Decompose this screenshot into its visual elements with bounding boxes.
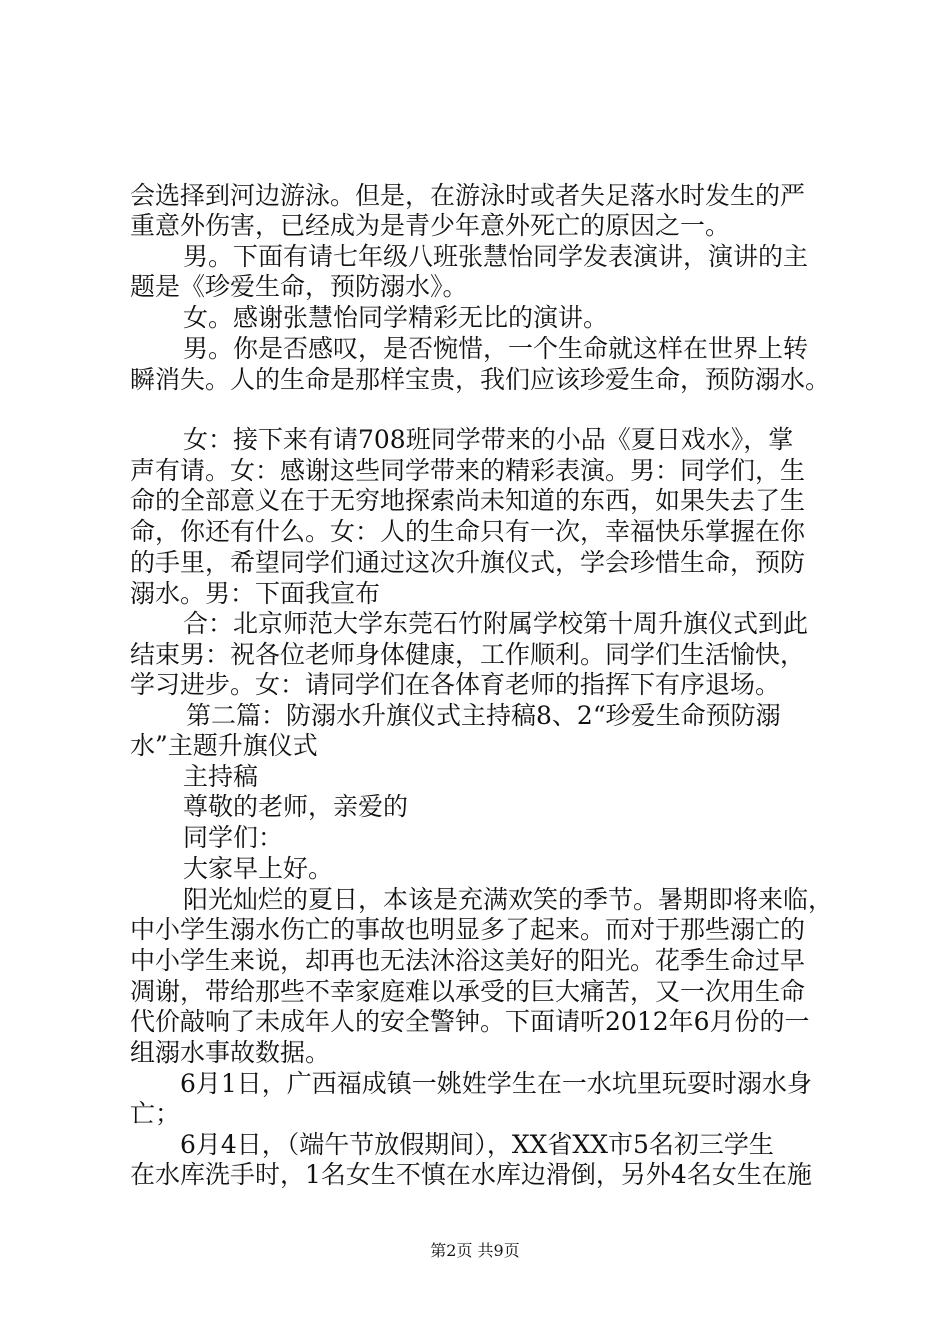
text-line: 水”主题升旗仪式	[130, 731, 318, 760]
text-line: 第二篇：防溺水升旗仪式主持稿8、2“珍爱生命预防溺	[186, 701, 781, 730]
text-line: 命的全部意义在于无穷地探索尚未知道的东西，如果失去了生	[130, 486, 806, 515]
text-line: 中小学生来说，却再也无法沐浴这美好的阳光。花季生命过早	[130, 946, 806, 975]
text-line: 题是《珍爱生命，预防溺水》。	[130, 272, 468, 301]
text-line: 学习进步。女：请同学们在各体育老师的指挥下有序退场。	[130, 670, 781, 699]
text-line: 同学们：	[183, 823, 284, 852]
text-line: 会选择到河边游泳。但是，在游泳时或者失足落水时发生的严	[130, 181, 806, 210]
text-line: 代价敲响了未成年人的安全警钟。下面请听2012年6月份的一	[130, 1007, 810, 1036]
text-line: 声有请。女：感谢这些同学带来的精彩表演。男：同学们，生	[130, 456, 806, 485]
text-line: 尊敬的老师，亲爱的	[183, 792, 409, 821]
text-line: 在水库洗手时，1名女生不慎在水库边滑倒，另外4名女生在施	[130, 1160, 812, 1189]
text-line: 阳光灿烂的夏日，本该是充满欢笑的季节。暑期即将来临，	[183, 885, 834, 914]
page-number: 第2页 共9页	[430, 1241, 520, 1260]
text-line: 女：接下来有请708班同学带来的小品《夏日戏水》，掌	[183, 425, 794, 454]
text-line: 主持稿	[183, 762, 259, 791]
text-line: 大家早上好。	[183, 854, 334, 883]
text-line: 溺水。男：下面我宣布	[130, 579, 381, 608]
text-line: 的手里，希望同学们通过这次升旗仪式，学会珍惜生命，预防	[130, 548, 806, 577]
text-line: 6月1日，广西福成镇一姚姓学生在一水坑里玩耍时溺水身	[180, 1069, 812, 1098]
text-line: 中小学生溺水伤亡的事故也明显多了起来。而对于那些溺亡的	[130, 915, 806, 944]
text-line: 组溺水事故数据。	[130, 1038, 331, 1067]
text-line: 凋谢，带给那些不幸家庭难以承受的巨大痛苦，又一次用生命	[130, 977, 806, 1006]
text-line: 女。感谢张慧怡同学精彩无比的演讲。	[183, 303, 609, 332]
text-line: 6月4日，（端午节放假期间），XX省XX市5名初三学生	[180, 1130, 774, 1159]
text-line: 瞬消失。人的生命是那样宝贵，我们应该珍爱生命，预防溺水。	[130, 365, 831, 394]
text-line: 结束男：祝各位老师身体健康，工作顺利。同学们生活愉快，	[130, 640, 806, 669]
text-line: 男。下面有请七年级八班张慧怡同学发表演讲，演讲的主	[183, 242, 809, 271]
text-line: 命，你还有什么。女：人的生命只有一次，幸福快乐掌握在你	[130, 517, 806, 546]
text-line: 亡；	[130, 1099, 181, 1128]
text-line: 男。你是否感叹，是否惋惜，一个生命就这样在世界上转	[183, 334, 809, 363]
text-line: 合：北京师范大学东莞石竹附属学校第十周升旗仪式到此	[183, 609, 809, 638]
text-line: 重意外伤害，已经成为是青少年意外死亡的原因之一。	[130, 211, 731, 240]
